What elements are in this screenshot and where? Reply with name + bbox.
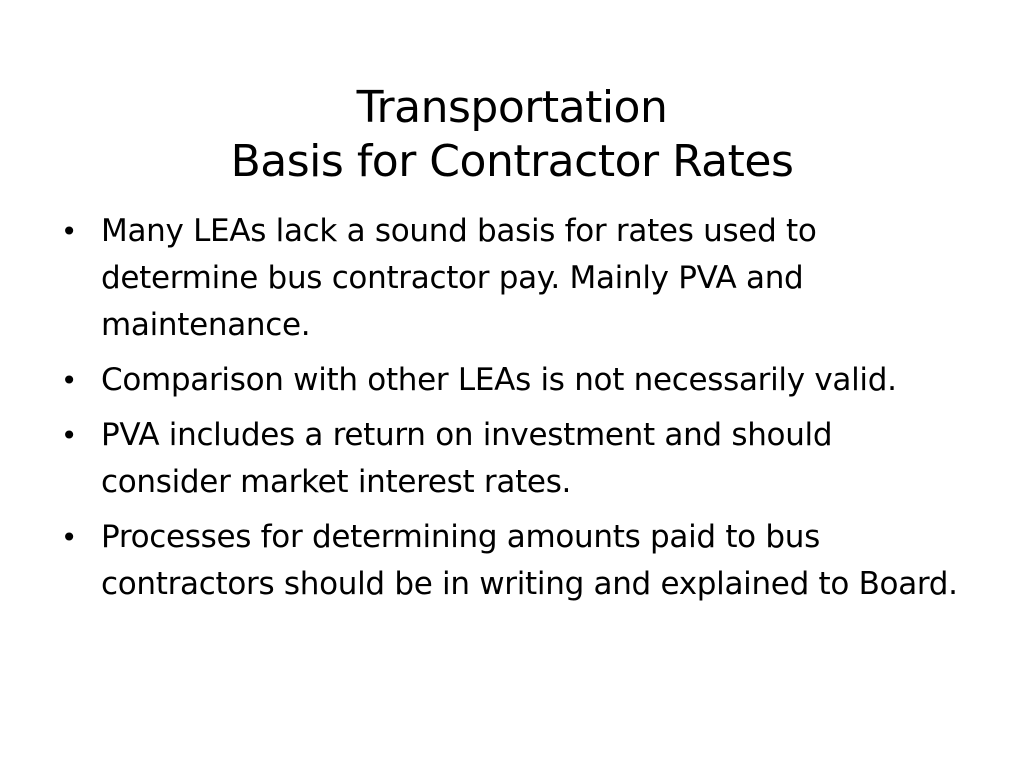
bullet-text-3: PVA includes a return on investment and should consider market interest rates. — [101, 417, 833, 500]
title-line-1: Transportation — [356, 82, 668, 134]
bullet-dot-icon: • — [60, 364, 78, 397]
title-line-2: Basis for Contractor Rates — [230, 136, 794, 188]
bullet-dot-icon: • — [60, 521, 78, 554]
bullet-text-4: Processes for determining amounts paid to bus contractors should be in writing and explained to Board. — [101, 519, 958, 602]
bullet-item-4 — [58, 514, 968, 608]
bullet-item-2 — [58, 357, 968, 404]
bullet-text-2: Comparison with other LEAs is not necessarily valid. — [101, 362, 897, 398]
bullet-item-1 — [58, 208, 968, 349]
bullet-list — [58, 208, 968, 616]
bullet-dot-icon: • — [60, 215, 78, 248]
slide-title — [60, 81, 964, 189]
bullet-item-3 — [58, 412, 968, 506]
bullet-text-1: Many LEAs lack a sound basis for rates used to determine bus contractor pay. Mainly PVA and maintenance. — [101, 213, 817, 343]
bullet-dot-icon: • — [60, 419, 78, 452]
